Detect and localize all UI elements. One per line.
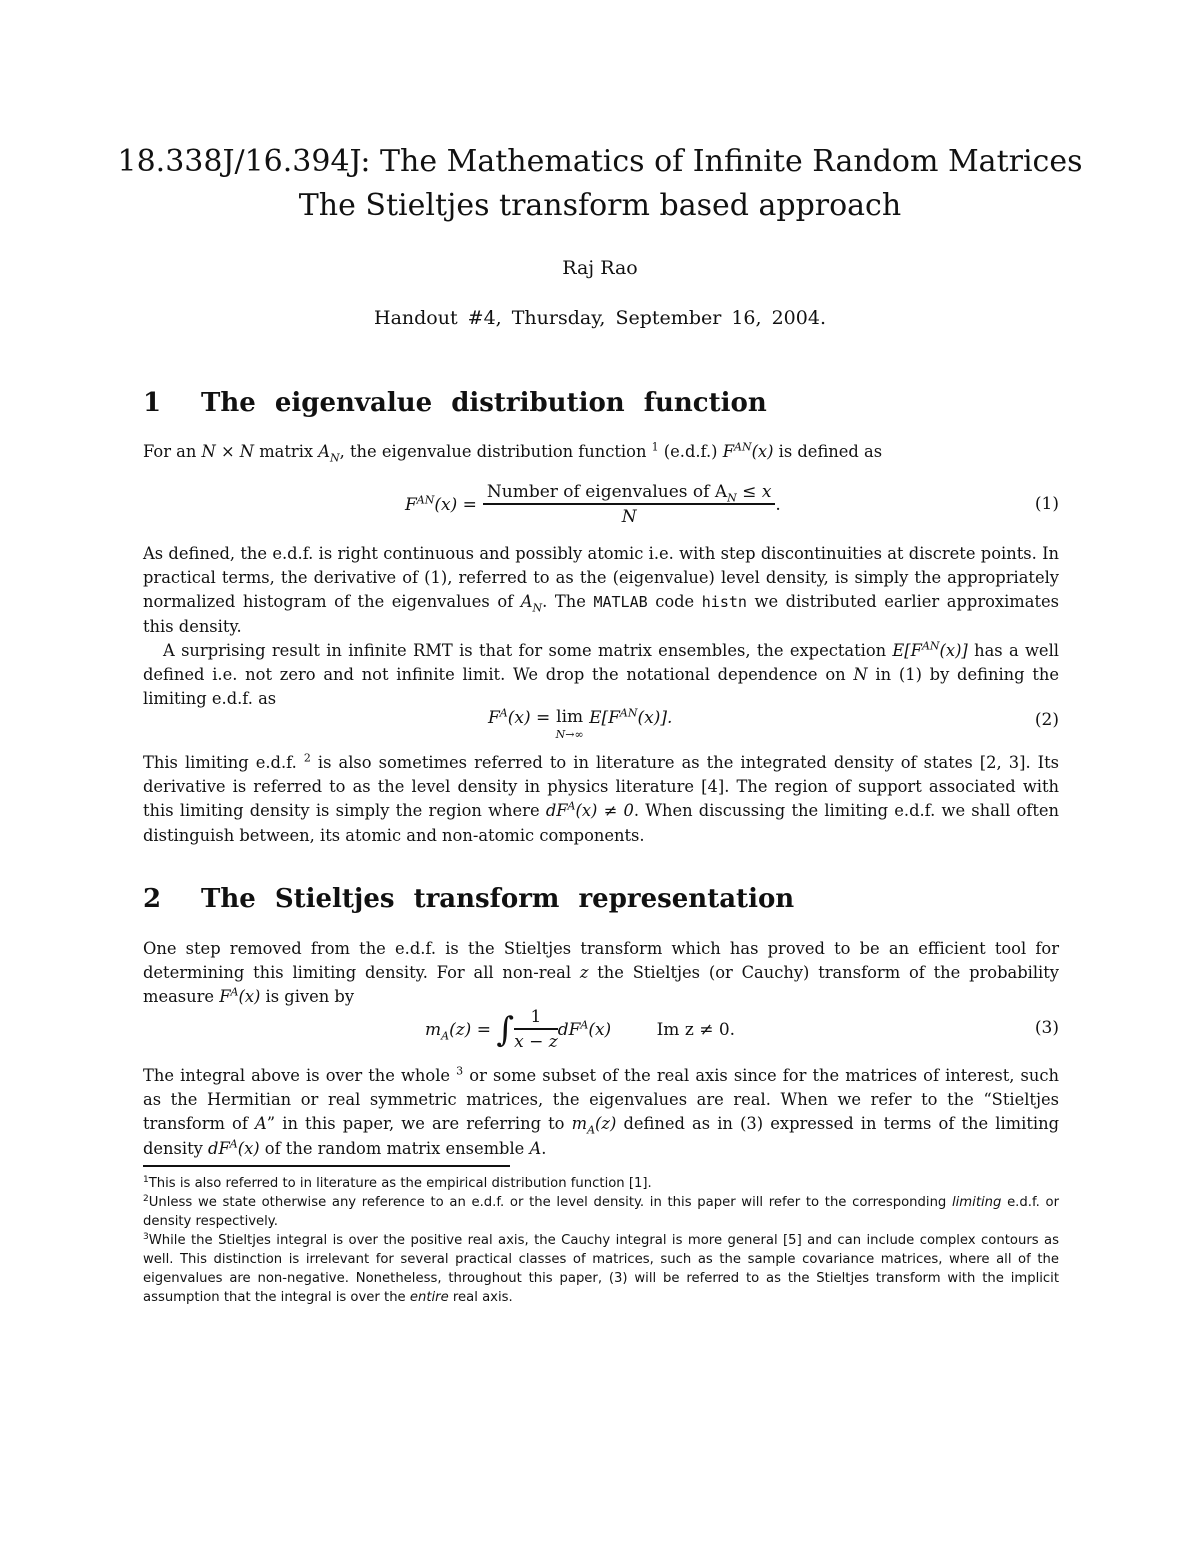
paper-title — [0, 140, 1200, 228]
section-1-paragraph-3: A surprising result in infinite RMT is that for some matrix ensembles, the expectation $E[F^{AN}(x)]$ has a well defined i.e. not zero and not infinite limit. We drop the notational dependence on N in (1) by defining the limiting e.d.f. as — [143, 639, 1059, 709]
section-title: The Stieltjes transform representation — [201, 884, 795, 914]
section-1-heading — [143, 388, 767, 418]
section-2-heading — [143, 884, 794, 914]
footnote-ref-2[interactable]: 2 — [303, 751, 311, 765]
equation-label: (3) — [1034, 1018, 1059, 1038]
section-number: 2 — [143, 884, 162, 914]
footnote-3: $^3$While the Stieltjes integral is over the positive real axis, the Cauchy integral is more general [5] and can include complex contours as well. This distinction is irrelevant for several practical classes of matrices, such as the sample covariance matrices, where all of the eigenvalues are non-negative. Nonetheless, throughout this paper, (3) will be referred to as the Stieltjes transform with the implicit assumption that the integral is over the entire real axis. — [143, 1232, 1059, 1305]
section-1-paragraph-4: This limiting e.d.f. $^2$ is also sometimes referred to in literature as the integrated density of states [2, 3]. Its derivative is referred to as the level density in physics literature [4]. The region of support associated with this limiting density is simply the region where $dF^A(x) \ne 0$. When discussing the limiting e.d.f. we shall often distinguish between, its atomic and non-atomic components. — [143, 751, 1060, 845]
page: 18.338J/16.394J: The Mathematics of Infinite Random Matrices The Stieltjes transform based approach Raj Rao Handout #4, Thursday, September 16, 2004. 1 The eigenvalue distribution function For an N × N matrix $A_N$, the eigenvalue distribution function $^1$ (e.d.f.) $F^{AN}(x)$ is defined as $F^{AN}(x)$ = $\frac{Number of eigenvalues of A_N \le x}{N}$ . (1) As defined, the e.d.f. is right continuous and possibly atomic i.e. with step discontinuities at discrete points. In practical terms, the derivative of (1), referred to as the (eigenvalue) level density, is simply the appropriately normalized histogram of the eigenvalues of $A_N$. The MATLAB code histn we distributed earlier approximates this density. A surprising result in infinite RMT is that for some matrix ensembles, the expectation $E[F^{AN}(x)]$ has a well defined i.e. not zero and not infinite limit. We drop the notational dependence on N in (1) by defining the limiting e.d.f. as $F^A(x)$ = lim N→∞ $E[F^{AN}(x)]$. (2) This limiting e.d.f. $^2$ is also sometimes referred to in literature as the integrated density of states [2, 3]. Its derivative is referred to as the level density in physics literature [4]. The region of support associated with this limiting density is simply the region where $dF^A(x) \ne 0$. When discussing the limiting e.d.f. we shall often distinguish between, its atomic and non-atomic components. 2 The Stieltjes transform representation One step removed from the e.d.f. is the Stieltjes transform which has proved to be an efficient tool for determining this limiting density. For all non-real z the Stieltjes (or Cauchy) transform of the probability measure $F^A(x)$ is given by $m_A(z)$ = ∫ $\frac{1}{x - z}$ $dF^A(x)$ Im z ≠ 0. (3) The integral above is over the whole $^3$ or some subset of the real axis since for the matrices of interest, such as the Hermitian or real symmetric matrices, the eigenvalues are real. When we refer to the “Stieltjes transform of A” in this paper, we are referring to $m_A(z)$ defined as in (3) expressed in terms of the limiting density $dF^A(x)$ of the random matrix ensemble A. $^1$This is also referred to in literature as the empirical distribution function [1]. $^2$Unless we state otherwise any reference to an e.d.f. or the level density. in this paper will refer to the corresponding limiting e.d.f. or density respectively. $^3$While the Stieltjes integral is over the positive real axis, the Cauchy integral is more general [5] and can include complex contours as well. This distinction is irrelevant for several practical classes of matrices, such as the sample covariance matrices, where all of the eigenvalues are non-negative. Nonetheless, throughout this paper, (3) will be referred to as the Stieltjes transform with the implicit assumption that the integral is over the entire real axis. — [0, 0, 1200, 1553]
title-line-1: 18.338J/16.394J: The Mathematics of Infinite Random Matrices — [117, 144, 1083, 179]
section-1-paragraph-2: As defined, the e.d.f. is right continuous and possibly atomic i.e. with step discontinuities at discrete points. In practical terms, the derivative of (1), referred to as the (eigenvalue) level density, is simply the appropriately normalized histogram of the eigenvalues of $A_N$. The MATLAB code histn we distributed earlier approximates this density. — [143, 544, 1059, 636]
title-line-2: The Stieltjes transform based approach — [298, 188, 902, 223]
section-title: The eigenvalue distribution function — [201, 388, 767, 418]
footnote-2: $^2$Unless we state otherwise any reference to an e.d.f. or the level density. in this paper will refer to the corresponding limiting e.d.f. or density respectively. — [143, 1194, 1059, 1229]
kernel-fraction: $\frac{1}{x - z}$ — [514, 1007, 558, 1052]
footnote-ref-1[interactable]: 1 — [651, 440, 659, 454]
author: Raj Rao — [562, 257, 638, 279]
footnote-1: $^1$This is also referred to in literature as the empirical distribution function [1]. — [143, 1175, 652, 1191]
integral-sign: ∫ — [496, 1010, 515, 1050]
footnote-ref-3[interactable]: 3 — [456, 1064, 464, 1078]
footnote-rule — [143, 1165, 510, 1167]
section-2-intro: One step removed from the e.d.f. is the Stieltjes transform which has proved to be an efficient tool for determining this limiting density. For all non-real z the Stieltjes (or Cauchy) transform of the probability measure $F^A(x)$ is given by — [143, 939, 1059, 1007]
equation-label: (1) — [1034, 494, 1059, 514]
section-number: 1 — [143, 388, 162, 418]
edf-fraction: $\frac{Number of eigenvalues of A_N \le x}{N}$ — [483, 481, 776, 529]
handout-date: Handout #4, Thursday, September 16, 2004. — [374, 307, 826, 329]
section-2-paragraph-2: The integral above is over the whole $^3$ or some subset of the real axis since for the matrices of interest, such as the Hermitian or real symmetric matrices, the eigenvalues are real. When we refer to the “Stieltjes transform of A” in this paper, we are referring to $m_A(z)$ defined as in (3) expressed in terms of the limiting density $dF^A(x)$ of the random matrix ensemble A. — [143, 1064, 1059, 1158]
equation-label: (2) — [1034, 710, 1059, 730]
section-1-intro: For an N × N matrix $A_N$, the eigenvalue distribution function $^1$ (e.d.f.) $F^{AN}(x)$ is defined as — [143, 440, 883, 465]
